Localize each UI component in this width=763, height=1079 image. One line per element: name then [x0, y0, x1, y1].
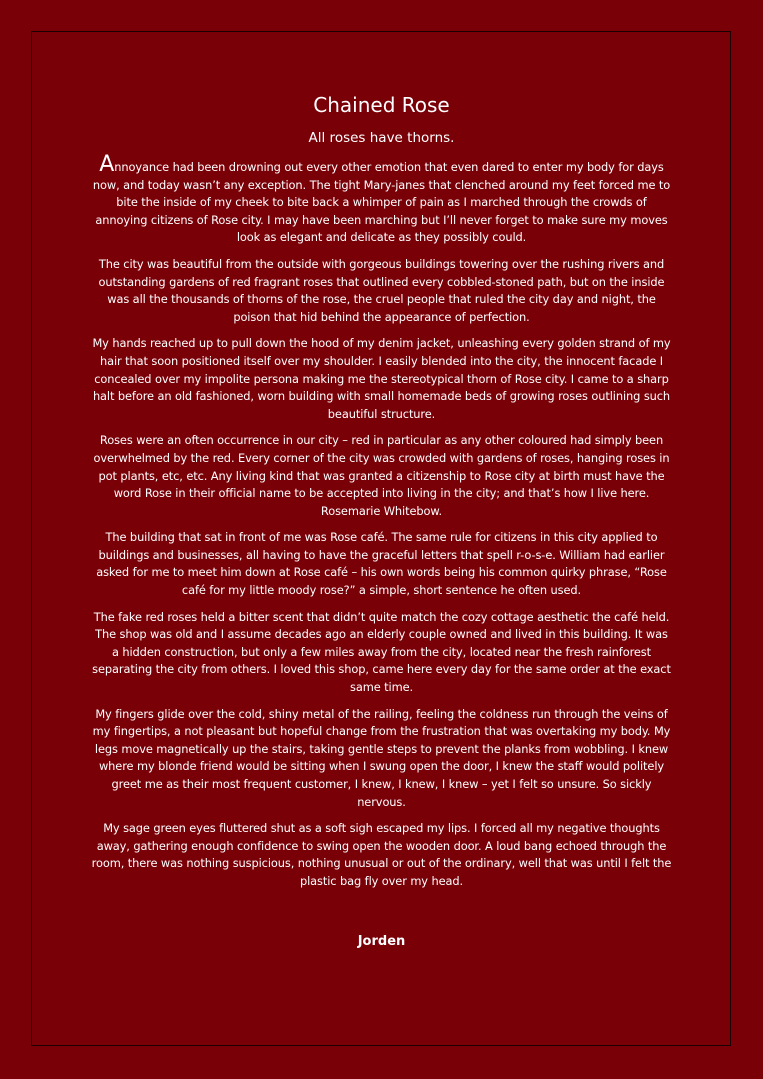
story-paragraph-1 — [90, 152, 673, 247]
story-paragraph-7: My fingers glide over the cold, shiny metal of the railing, feeling the coldness run through the veins of my fingertips, a not pleasant but hopeful change from the frustration that was overtaking my body. My legs move magnetically up the stairs, taking gentle steps to prevent the planks from wobbling. I knew where my blonde friend would be sitting when I swung open the door, I knew the staff would politely greet me as their most frequent customer, I knew, I knew, I knew – yet I felt so unsure. So sickly nervous. — [92, 706, 671, 809]
story-paragraph-4: Roses were an often occurrence in our city – red in particular as any other coloured had simply been overwhelmed by the red. Every corner of the city was crowded with gardens of roses, hanging roses in pot plants, etc, etc. Any living kind that was granted a citizenship to Rose city at birth must have the word Rose in their official name to be accepted into living in the city; and that’s how I live here. Rosemarie Whitebow. — [93, 433, 670, 518]
story-paragraph-1-text: nnoyance had been drowning out every other emotion that even dared to enter my body for days now, and today wasn’t any exception. The tight Mary-janes that clenched around my feet forced me to bite the inside of my cheek to bite back a whimper of pain as I marched through the crowds of annoying citizens of Rose city. I may have been marching but I’ll never forget to make sure my moves look as elegant and delicate as they possibly could. — [92, 160, 671, 245]
story-content — [90, 93, 673, 951]
story-paragraph-2: The city was beautiful from the outside with gorgeous buildings towering over the rushing rivers and outstanding gardens of red fragrant roses that outlined every cobbled-stoned path, but on the inside was all the thousands of thorns of the rose, the cruel people that ruled the city day and night, the poison that hid behind the appearance of perfection. — [98, 256, 665, 324]
story-paragraph-8: My sage green eyes fluttered shut as a soft sigh escaped my lips. I forced all my negative thoughts away, gathering enough confidence to swing open the wooden door. A loud bang echoed through the room, there was nothing suspicious, nothing unusual or out of the ordinary, well that was until I felt the plastic bag fly over my head. — [91, 821, 672, 888]
author-name: Jorden — [357, 933, 406, 949]
story-subtitle: All roses have thorns. — [308, 130, 455, 146]
drop-cap: A — [99, 152, 115, 177]
story-paragraph-5: The building that sat in front of me was Rose café. The same rule for citizens in this city applied to buildings and businesses, all having to have the graceful letters that spell r-o-s-e. William had earlier asked for me to meet him down at Rose café – his own words being his common quirky phrase, “Rose café for my little moody rose?” a simple, short sentence he often used. — [96, 530, 667, 598]
story-title: Chained Rose — [313, 93, 450, 117]
story-paragraph-3: My hands reached up to pull down the hood of my denim jacket, unleashing every golden strand of my hair that soon positioned itself over my shoulder. I easily blended into the city, the innocent facade I concealed over my impolite persona making me the stereotypical thorn of Rose city. I came to a sharp halt before an old fashioned, worn building with small homemade beds of growing roses outlining such beautiful structure. — [92, 336, 671, 421]
story-paragraph-6: The fake red roses held a bitter scent that didn’t quite match the cozy cottage aesthetic the café held. The shop was old and I assume decades ago an elderly couple owned and lived in this building. It was a hidden construction, but only a few miles away from the city, located near the fresh rainforest separating the city from others. I loved this shop, came here every day for the same order at the exact same time. — [92, 609, 671, 695]
